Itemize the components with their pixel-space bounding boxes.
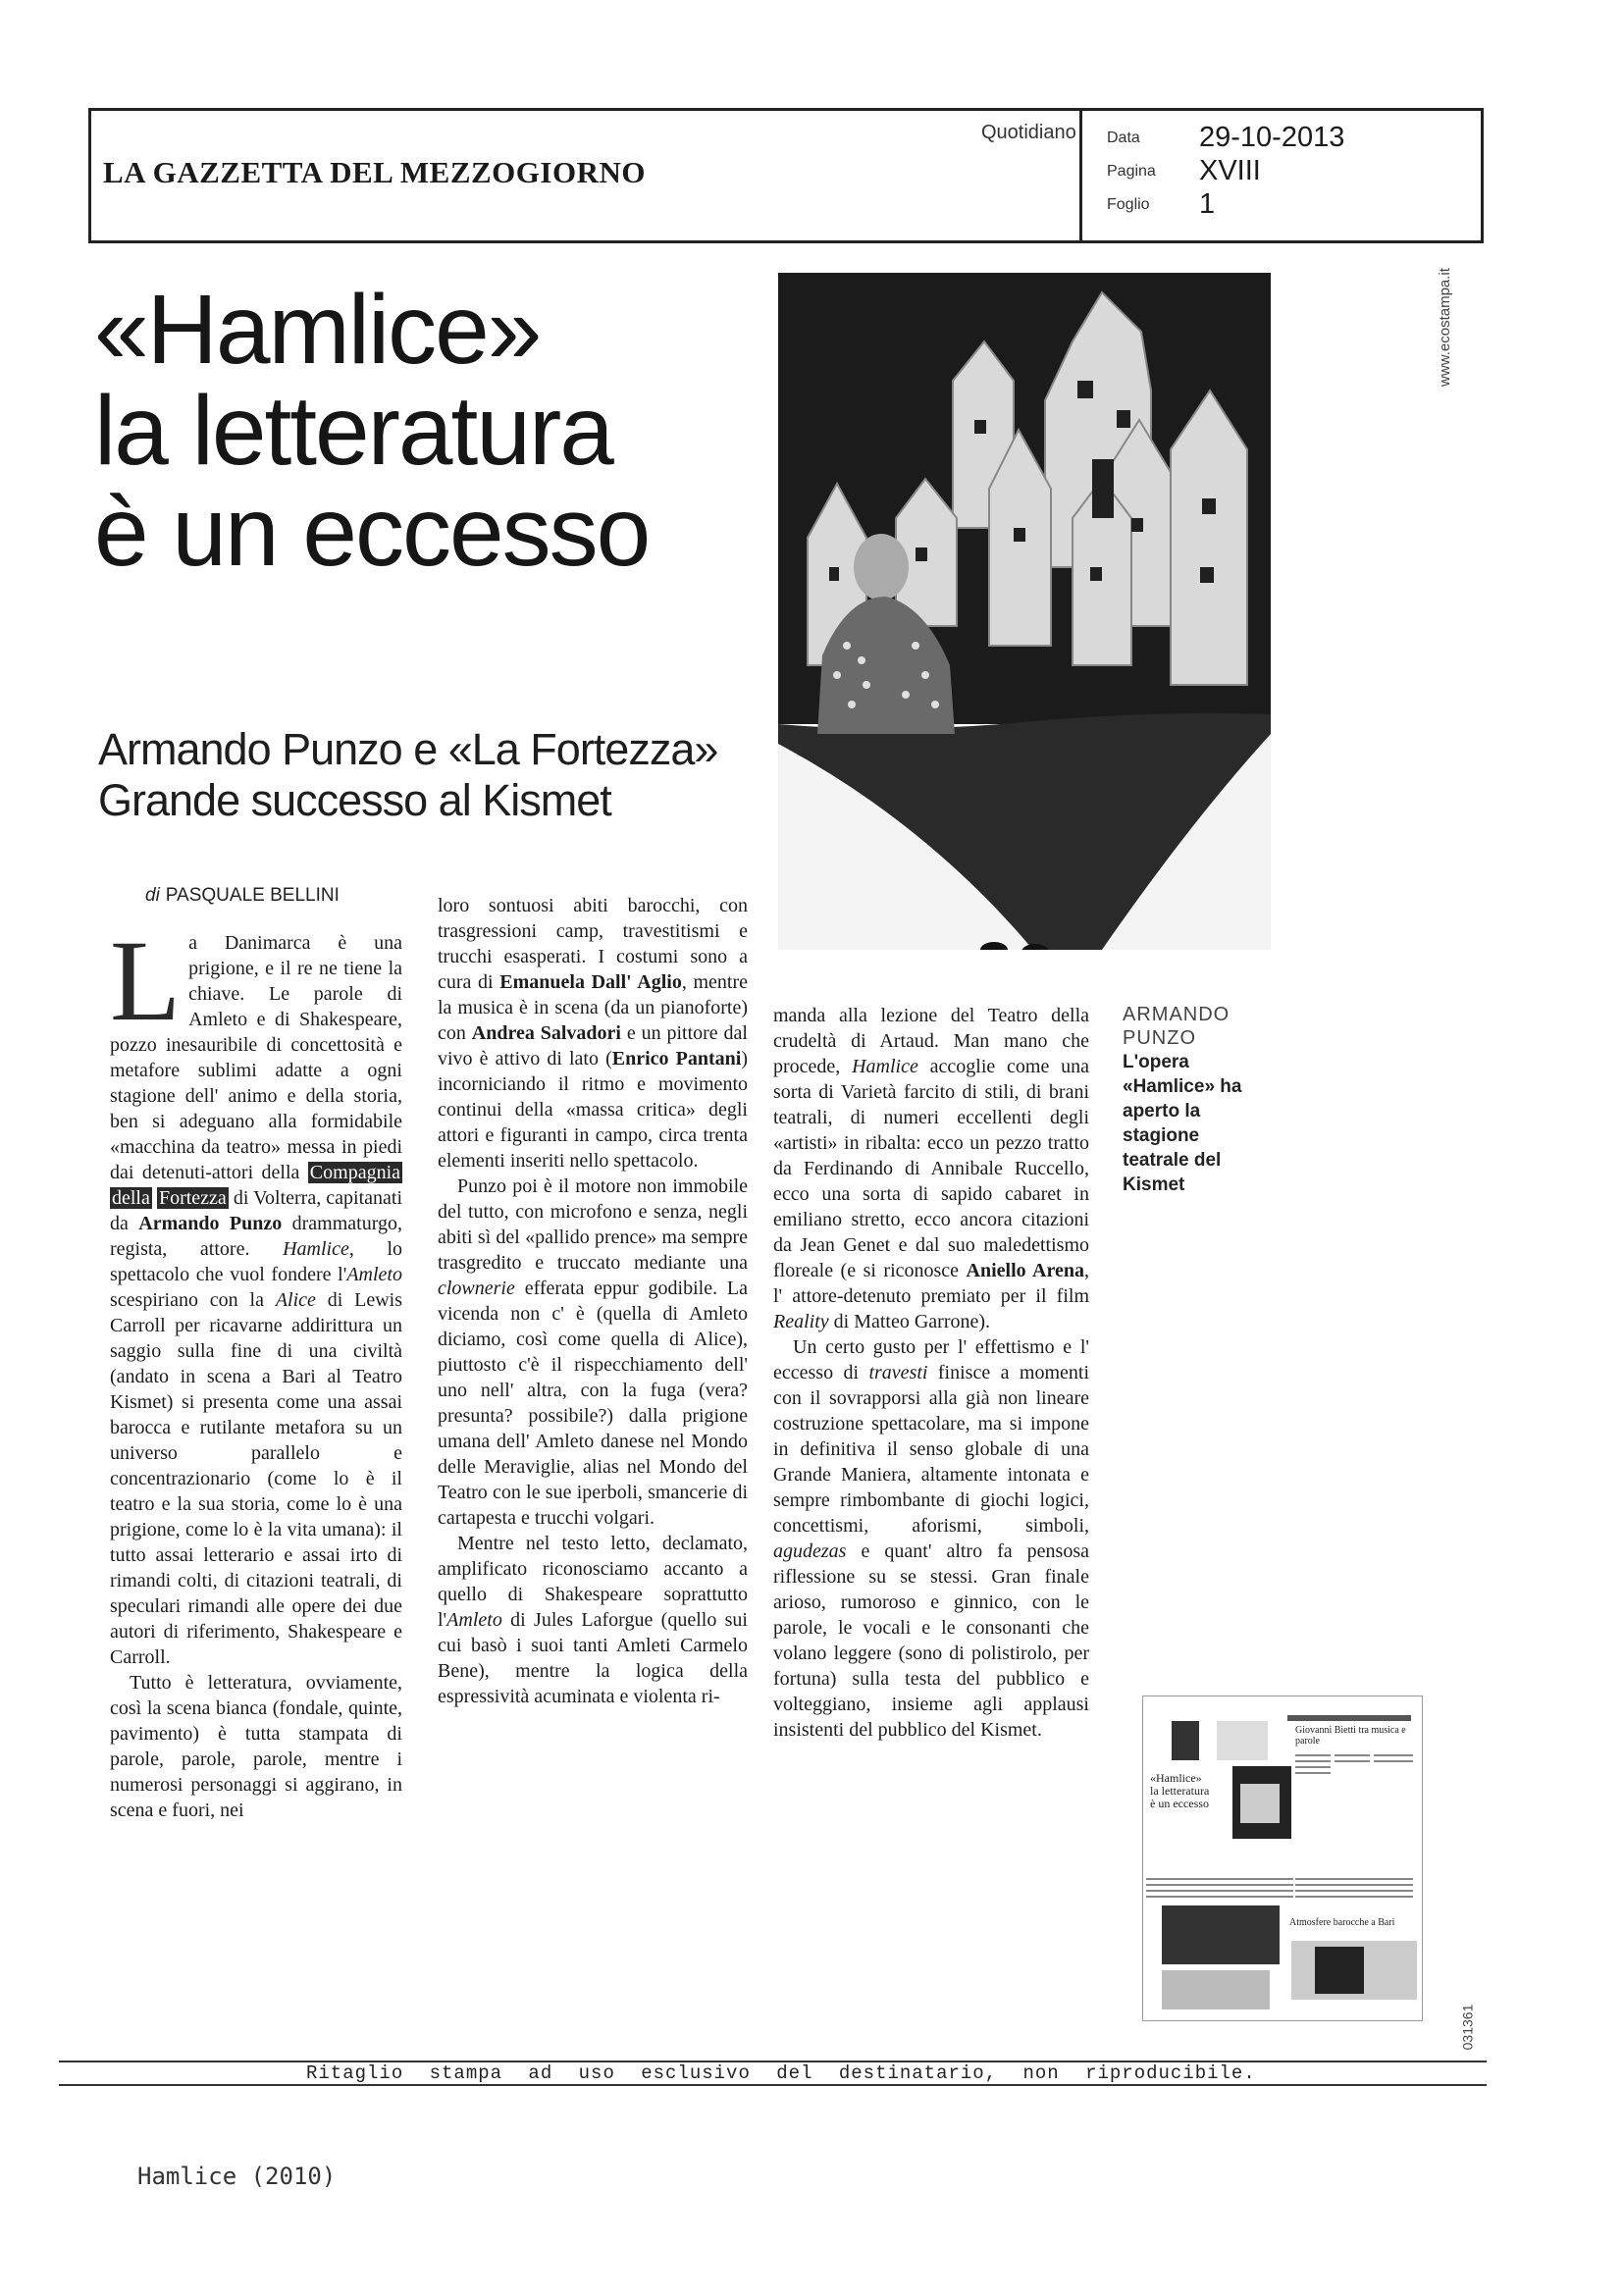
col1-paragraph-2: Tutto è letteratura, ovviamente, così la scena bianca (fondale, quinte, pavimento) è tutta stampata di parole, parole, parole, mentre i numerosi personaggi si aggirano, in scena e fuori, nei — [110, 1672, 402, 1821]
text-run: loro sontuosi abiti barocchi, con trasgressioni camp, travestitismi e trucchi esasperati. I costumi sono a cura di — [438, 895, 748, 993]
text-run: Un certo gusto per l' effettismo e l' eccesso di — [773, 1336, 1089, 1383]
highlighted-text: Compagnia — [309, 1162, 401, 1183]
text-run: di Volterra, capitanati da — [110, 1187, 403, 1234]
drop-cap: L — [110, 916, 182, 1045]
caption-text: L'opera «Hamlice» ha aperto la stagione teatrale del Kismet — [1123, 1052, 1242, 1195]
text-run: scespiriano con la — [110, 1289, 264, 1311]
text-run: di Jules Laforgue (quello sui cui basò i suoi tanti Amleti Carmelo Bene), mentre la logica della espressività acuminata e violenta ri- — [438, 1609, 748, 1707]
text-run: drammaturgo, regista, attore. — [110, 1213, 403, 1260]
text-run: , mentre la musica è in scena (da un pianoforte) con — [438, 971, 749, 1044]
italic-word: travesti — [868, 1362, 928, 1383]
headline — [94, 275, 781, 587]
newspaper-logo: LA GAZZETTA DEL MEZZOGIORNO — [103, 155, 646, 189]
thumbnail-headline — [1150, 1772, 1230, 1810]
publication-type: Quotidiano — [981, 122, 1076, 143]
text-run: ) incorniciando il ritmo e movimento continui della «massa critica» degli attori e figuranti in campo, circa trenta elementi inseriti nello spettacolo. — [438, 1048, 749, 1172]
bold-name: Andrea Salvadori — [471, 1022, 621, 1044]
article-column-1 — [110, 916, 403, 1823]
site-watermark — [1436, 250, 1505, 446]
text-run: efferata eppur godibile. La vicenda non c' è (quella di Amleto diciamo, così come quella di Alice), piuttosto c'è il rispecchiamento dell' uno nell' altra, con la fuga (vera? presunta? possibile?) dalla prigione umana dell' Amleto danese nel Mondo delle Meraviglie, alias nel Mondo del Teatro con le sue iperboli, smancerie di cartapesta e trucchi volgari. — [438, 1278, 748, 1529]
page-thumbnail — [1142, 1696, 1423, 2021]
col3-paragraph-2 — [773, 1334, 1089, 1743]
thumbnail-headline-line: la letteratura — [1150, 1784, 1210, 1798]
text-run: manda alla lezione del Teatro della crudeltà di Artaud. Man mano che procede, — [773, 1005, 1089, 1077]
text-run: di Matteo Garrone). — [828, 1311, 991, 1332]
thumbnail-headline-line: «Hamlice» — [1150, 1771, 1202, 1785]
italic-title: Amleto — [346, 1264, 402, 1285]
page-value: XVIII — [1199, 155, 1261, 186]
italic-title: Amleto — [446, 1609, 502, 1631]
text-run: e quant' altro fa pensosa riflessione su se stessi. Gran finale arioso, rumoroso e ginnico, con le parole, le vocali e le consonanti che volano leggere (sono di polistirolo, per fortuna) sulla testa del pubblico e volteggiano, insieme agli applausi insistenti del pubblico del Kismet. — [773, 1540, 1089, 1741]
sheet-label: Foglio — [1107, 196, 1150, 213]
text-run: , l' attore-detenuto premiato per il film — [773, 1260, 1090, 1307]
subhead-line-2: Grande successo al Kismet — [98, 775, 611, 825]
text-run: finisce a momenti con il sovrapporsi alla già non lineare costruzione spettacolare, ma si impone in definitiva il senso globale di una Grande Maniera, altamente intonata e sempre rimbombante di giochi logici, concettismi, aforismi, simboli, — [773, 1362, 1089, 1537]
bold-name: Enrico Pantani — [611, 1048, 742, 1070]
byline-prefix: di — [145, 885, 160, 906]
col2-paragraph-3 — [438, 1531, 748, 1709]
clipping-code-text: 031361 — [1459, 2004, 1476, 2051]
clipping-notice: Ritaglio stampa ad uso esclusivo del destinatario, non riproducibile. — [306, 2062, 1256, 2084]
subhead-line-1: Armando Punzo e «La Fortezza» — [98, 724, 718, 774]
text-run: a Danimarca è una prigione, e il re ne tiene la chiave. Le parole di Amleto e di Shakespeare, pozzo inesauribile di concettosità e metafore sublimi adatte a ogni stagione dell' animo e della storia, ben si adeguano alla formidabile «macchina da teatro» messa in piedi dai detenuti-attori della — [110, 932, 402, 1183]
headline-line-3: è un eccesso — [94, 477, 650, 587]
caption-name: ARMANDO PUNZO — [1123, 1004, 1230, 1049]
photo-caption — [1123, 1003, 1268, 1197]
italic-word: agudezas — [773, 1540, 847, 1562]
bold-name: Armando Punzo — [138, 1213, 283, 1234]
highlighted-text: Fortezza — [158, 1187, 227, 1209]
headline-line-1: «Hamlice» — [94, 275, 541, 385]
article-column-2 — [438, 893, 748, 1709]
text-run: Punzo poi è il motore non immobile del tutto, con microfono e senza, negli abiti sì del «pallido prence» ma sempre trasgredito e truccato mediante una — [438, 1175, 748, 1274]
thumbnail-side-title: Giovanni Bietti tra musica e parole — [1295, 1725, 1406, 1747]
headline-line-2: la letteratura — [94, 376, 612, 486]
text-run: accoglie come una sorta di Varietà farcito di stili, di brani teatrali, di numeri eccellenti degli «artisti» in ribalta: ecco un pezzo tratto da Ferdinando di Annibale Ruccello, ecco una sorta di sapido cabaret in emiliano stretto, ecco ancora citazioni da Jean Genet e dal suo maledettismo floreale (e si riconosce — [773, 1056, 1089, 1281]
italic-title: Hamlice — [283, 1238, 349, 1260]
col3-paragraph-1 — [773, 1003, 1089, 1334]
sheet-value: 1 — [1199, 188, 1216, 220]
col2-paragraph-1 — [438, 893, 748, 1174]
highlighted-text: della — [112, 1187, 150, 1209]
text-run: , lo spettacolo che vuol fondere l' — [110, 1238, 402, 1285]
site-watermark-text: www.ecostampa.it — [1436, 268, 1453, 387]
subheadline — [98, 724, 785, 826]
page-label: Pagina — [1107, 163, 1156, 180]
byline — [145, 885, 340, 907]
document-caption: Hamlice (2010) — [137, 2163, 337, 2190]
byline-author: PASQUALE BELLINI — [165, 885, 340, 906]
clipping-code — [1460, 2002, 1490, 2061]
footer-rule-bottom — [59, 2084, 1487, 2086]
thumbnail-bottom-caption: Atmosfere barocche a Bari — [1289, 1917, 1395, 1928]
italic-title: Alice — [275, 1289, 316, 1311]
col1-paragraph-1 — [110, 916, 403, 1670]
stage-photo — [778, 273, 1271, 950]
masthead-divider — [1079, 108, 1082, 243]
italic-word: clownerie — [438, 1278, 515, 1299]
text-run: Mentre nel testo letto, declamato, amplificato riconosciamo accanto a quello di Shakespeare soprattutto l' — [438, 1533, 748, 1631]
bold-name: Aniello Arena — [966, 1260, 1085, 1281]
text-run: di Lewis Carroll per ricavarne addirittura un saggio sulla fine di una civiltà (andato in scena a Bari al Teatro Kismet) si presenta come una assai barocca e rutilante metafora su un universo parallelo e concentrazionario (come lo è il teatro e la sua storia, come lo è una prigione, come lo è la vita umana): il tutto assai letterario e assai irto di rimandi colti, di citazioni teatrali, di speculari rimandi alle opere dei due autori di riferimento, Shakespeare e Carroll. — [110, 1289, 403, 1668]
date-label: Data — [1107, 130, 1140, 146]
date-value: 29-10-2013 — [1199, 122, 1345, 153]
italic-title: Hamlice — [852, 1056, 918, 1077]
article-column-3 — [773, 1003, 1089, 1743]
col2-paragraph-2 — [438, 1174, 748, 1531]
thumbnail-headline-line: è un eccesso — [1150, 1797, 1209, 1810]
text-run: e un pittore dal vivo è attivo di lato ( — [438, 1022, 748, 1070]
bold-name: Emanuela Dall' Aglio — [499, 971, 682, 993]
italic-title: Reality — [773, 1311, 829, 1332]
